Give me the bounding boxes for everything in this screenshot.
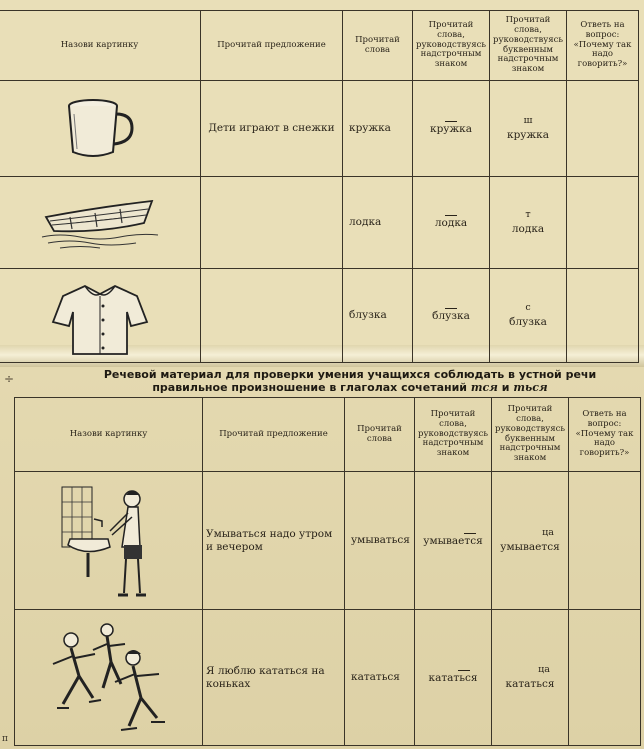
header-name-picture: Назови картинку — [15, 398, 203, 472]
answer-cell — [569, 610, 641, 746]
letter-sup: ца — [542, 527, 554, 538]
header-read-words: Прочитай слова — [345, 398, 415, 472]
overline-mark — [445, 215, 457, 216]
sentence-cell: Умываться надо утром и вечером — [203, 472, 345, 610]
picture-cell — [15, 610, 203, 746]
picture-cell — [0, 81, 201, 177]
word-cell: кататься — [345, 610, 415, 746]
answer-cell — [567, 81, 639, 177]
side-mark: ÷ — [4, 372, 15, 386]
word-cell: блузка — [343, 269, 413, 363]
mark-word: лодка — [434, 217, 468, 230]
word-cell: лодка — [343, 177, 413, 269]
letter-mark-cell — [490, 269, 567, 363]
mark-word: кружка — [430, 123, 472, 136]
header-read-sentence: Прочитай предложение — [201, 11, 343, 81]
table-verb-endings — [14, 397, 641, 746]
mark-word-cell — [415, 610, 492, 746]
header-read-sentence: Прочитай предложение — [203, 398, 345, 472]
mark-word-cell — [413, 81, 490, 177]
table-row — [15, 610, 641, 746]
heading-line-2 — [80, 381, 620, 394]
header-read-words: Прочитай слова — [343, 11, 413, 81]
picture-cell — [0, 177, 201, 269]
letter-sup: ш — [523, 115, 533, 126]
letter-word: лодка — [511, 222, 545, 235]
header-name-picture: Назови картинку — [0, 11, 201, 81]
mark-word: блузка — [432, 310, 470, 323]
answer-cell — [569, 472, 641, 610]
table-row — [0, 177, 639, 269]
letter-mark-cell — [492, 610, 569, 746]
mark-word: умывается — [423, 535, 483, 548]
table-header-row — [0, 11, 639, 81]
letter-word: кататься — [505, 677, 555, 690]
answer-cell — [567, 177, 639, 269]
letter-mark-cell — [492, 472, 569, 610]
letter-sup: т — [525, 209, 531, 220]
mark-word-cell — [413, 269, 490, 363]
letter-sup: ца — [538, 664, 550, 675]
header-answer-question: Ответь на вопрос: «Почему так надо говорить?» — [569, 398, 641, 472]
overline-mark — [464, 533, 476, 534]
header-read-with-letter-mark: Прочитай слова, руководствуясь буквенным надстрочным знаком — [490, 11, 567, 81]
overline-mark — [445, 308, 457, 309]
heading-tsya2: ться — [513, 381, 548, 395]
letter-word: кружка — [507, 128, 549, 141]
overline-mark — [445, 121, 457, 122]
blouse-icon — [45, 276, 155, 356]
table-header-row — [15, 398, 641, 472]
header-read-with-mark: Прочитай слова, руководствуясь надстрочным знаком — [415, 398, 492, 472]
table-row — [15, 472, 641, 610]
table-consonant-clusters — [0, 10, 639, 363]
letter-word: умывается — [500, 540, 560, 553]
answer-cell — [567, 269, 639, 363]
sentence-cell — [201, 269, 343, 363]
mark-word: кататься — [428, 672, 478, 685]
mark-word-cell — [413, 177, 490, 269]
boy-washing-icon — [54, 477, 164, 605]
letter-mark-cell — [490, 81, 567, 177]
mug-icon — [60, 94, 140, 164]
picture-cell — [0, 269, 201, 363]
header-read-with-mark: Прочитай слова, руководствуясь надстрочным знаком — [413, 11, 490, 81]
letter-word: блузка — [509, 315, 547, 328]
table-row — [0, 81, 639, 177]
word-cell: кружка — [343, 81, 413, 177]
heading-tsya: тся — [470, 381, 498, 395]
corner-mark: п — [2, 734, 8, 744]
skaters-icon — [49, 618, 169, 738]
header-answer-question: Ответь на вопрос: «Почему так надо говорить?» — [567, 11, 639, 81]
sentence-cell: Я люблю кататься на коньках — [203, 610, 345, 746]
mark-word-cell — [415, 472, 492, 610]
overline-mark — [458, 670, 470, 671]
word-cell: умываться — [345, 472, 415, 610]
section-heading — [80, 368, 620, 394]
sentence-cell — [201, 177, 343, 269]
picture-cell — [15, 472, 203, 610]
boat-icon — [40, 193, 160, 253]
header-read-with-letter-mark: Прочитай слова, руководствуясь буквенным надстрочным знаком — [492, 398, 569, 472]
heading-line-1: Речевой материал для проверки умения учащихся соблюдать в устной речи — [103, 368, 597, 381]
letter-mark-cell — [490, 177, 567, 269]
sentence-cell: Дети играют в снежки — [201, 81, 343, 177]
letter-sup: с — [525, 302, 531, 313]
heading-and: и — [497, 381, 514, 395]
heading-line-2-text: правильное произношение в глаголах сочетаний — [152, 381, 471, 395]
table-row — [0, 269, 639, 363]
